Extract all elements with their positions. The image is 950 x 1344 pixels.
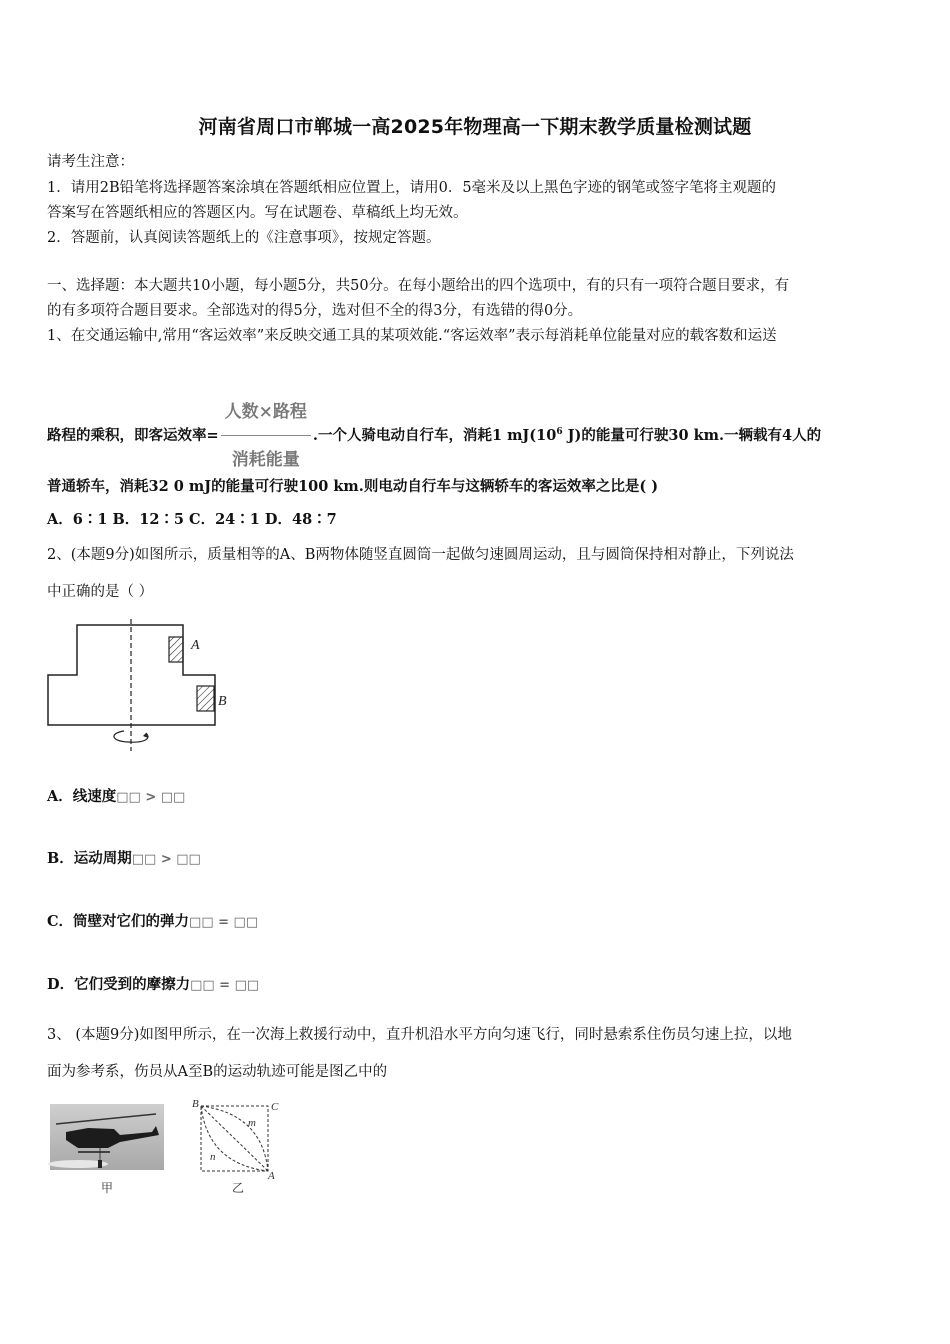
q1-line1: 1、在交通运输中,常用“客运效率”来反映交通工具的某项效能.“客运效率”表示每消耗单位能量对应的载客数和运送: [47, 328, 777, 344]
efficiency-fraction: [221, 390, 311, 482]
block-a: [169, 637, 183, 662]
option-b-text: B．运动周期: [47, 850, 132, 867]
q2-line1: 2、(本题9分)如图所示，质量相等的A、B两物体随竖直圆筒一起做匀速圆周运动，且与圆筒保持相对静止，下列说法: [47, 547, 794, 563]
option-a-symbol: □□ > □□: [116, 790, 186, 805]
fraction-numerator: 人数×路程: [221, 390, 311, 436]
point-c-label: C: [271, 1101, 279, 1113]
q1-line3: 普通轿车，消耗32 0 mJ的能量可行驶100 km.则电动自行车与这辆轿车的客运效率之比是( ): [47, 478, 659, 495]
option-d-symbol: □□ = □□: [190, 978, 260, 993]
notice-item1-line1: 1．请用2B铅笔将选择题答案涂填在答题纸相应位置上，请用0．5毫米及以上黑色字迹的钢笔或签字笔将主观题的: [47, 180, 777, 196]
option-c-symbol: □□ = □□: [189, 915, 259, 930]
q1-line2-mid: .一个人骑电动自行车，消耗1 mJ(10: [312, 427, 557, 444]
curve-n-label: n: [210, 1151, 216, 1163]
notice-item2: 2．答题前，认真阅读答题纸上的《注意事项》，按规定答题。: [47, 230, 441, 246]
cylinder-figure: [40, 615, 250, 755]
option-c-text: C．筒壁对它们的弹力: [47, 913, 190, 930]
trajectory-figure: [188, 1094, 288, 1196]
q1-options: A．6∶1 B．12∶5 C．24∶1 D．48∶7: [47, 511, 337, 528]
page-title: 河南省周口市郸城一高2025年物理高一下期末教学质量检测试题: [198, 116, 752, 138]
label-a: A: [191, 638, 200, 653]
curve-m-label: m: [248, 1117, 256, 1129]
q2-line2: 中正确的是（ ）: [47, 584, 154, 600]
q2-option-a: [47, 787, 185, 808]
point-a-label: A: [268, 1170, 275, 1182]
option-b-symbol: □□ > □□: [131, 852, 201, 867]
q1-line2: [47, 390, 821, 482]
option-a-text: A．线速度: [47, 788, 117, 805]
q1-exponent: 6: [556, 427, 563, 438]
q1-line2-pre: 路程的乘积，即客运效率=: [47, 427, 219, 444]
q2-option-b: [47, 849, 201, 870]
block-b: [197, 686, 214, 711]
section1-line1: 一、选择题：本大题共10小题，每小题5分，共50分。在每小题给出的四个选项中，有的只有一项符合题目要求，有: [47, 278, 790, 294]
notice-heading: 请考生注意：: [47, 154, 134, 170]
q3-line2: 面为参考系，伤员从A至B的运动轨迹可能是图乙中的: [47, 1064, 388, 1080]
notice-item1-line2: 答案写在答题纸相应的答题区内。写在试题卷、草稿纸上均无效。: [47, 205, 468, 221]
q3-line1: 3、 (本题9分)如图甲所示，在一次海上救援行动中，直升机沿水平方向匀速飞行，同时悬索系住伤员匀速上拉，以地: [47, 1027, 792, 1043]
option-d-text: D．它们受到的摩擦力: [47, 976, 191, 993]
helicopter-figure: [48, 1102, 168, 1197]
label-b: B: [218, 694, 227, 709]
section1-line2: 的有多项符合题目要求。全部选对的得5分，选对但不全的得3分，有选错的得0分。: [47, 303, 583, 319]
fig-jia-label: 甲: [101, 1181, 114, 1195]
fig-yi-label: 乙: [232, 1181, 245, 1195]
injured-person-icon: [98, 1160, 102, 1168]
q1-line2-post: J)的能量可行驶30 km.一辆载有4人的: [562, 427, 822, 444]
fraction-denominator: 消耗能量: [231, 450, 300, 470]
q2-option-c: [47, 912, 258, 933]
point-b-label: B: [192, 1098, 199, 1110]
q2-option-d: [47, 975, 259, 996]
